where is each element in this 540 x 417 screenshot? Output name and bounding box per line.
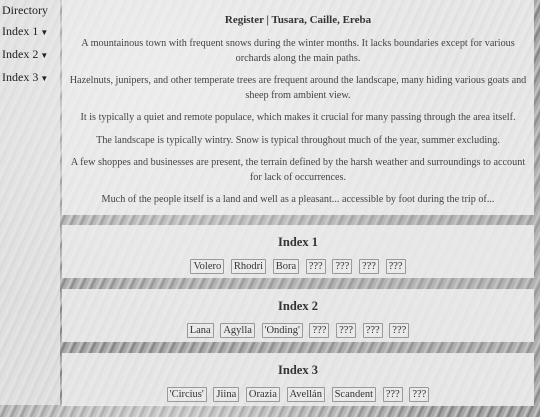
index-tag-link[interactable]: Lana [187,323,214,338]
index-tag-link[interactable]: Agylla [220,323,255,338]
index-1-title: Index 1 [278,235,318,249]
index-tag-link[interactable]: Bora [273,259,299,274]
index-tag-link[interactable]: ??? [386,259,406,274]
index-3-section [62,353,534,406]
nav-directory[interactable] [0,3,60,17]
caret-down-icon: ▼ [40,51,49,60]
nav-index-1-label: Index 1 [2,24,39,38]
index-tag-link[interactable]: ??? [409,387,429,402]
index-tag-link[interactable]: ??? [363,323,383,338]
caret-down-icon: ▼ [40,28,49,37]
index-tag-link[interactable]: 'Circius' [167,387,207,402]
nav-index-3-label: Index 3 [2,70,39,84]
index-1-tags [62,259,534,274]
register-paragraph: It is typically a quiet and remote populace, which makes it crucial for many passing through the area itself. [80,112,516,123]
register-paragraph: A mountainous town with frequent snows during the winter months. It lacks boundaries except for various orchards along the main paths. [81,38,515,64]
nav-index-2-label: Index 2 [2,47,39,61]
caret-down-icon: ▼ [40,74,49,83]
register-paragraph: Much of the people itself is a land and well as a pleasant... accessible by foot during the trip of... [101,194,495,205]
index-1-section [62,225,534,278]
index-tag-link[interactable]: ??? [306,259,326,274]
index-tag-link[interactable]: ??? [359,259,379,274]
index-tag-link[interactable]: Scandent [332,387,377,402]
nav-index-2[interactable] [0,47,60,63]
index-tag-link[interactable]: ??? [336,323,356,338]
nav-directory-label: Directory [2,3,48,17]
register-paragraph: A few shoppes and businesses are present, the terrain defined by the harsh weather and surroundings to account for lack of occurrences. [70,157,526,183]
index-tag-link[interactable]: ??? [383,387,403,402]
main-content [62,0,534,417]
nav-index-3[interactable] [0,70,60,86]
index-tag-link[interactable]: Jiina [213,387,239,402]
nav-index-1[interactable] [0,24,60,40]
divider [62,215,534,225]
index-3-title: Index 3 [278,363,318,377]
index-2-title: Index 2 [278,299,318,313]
index-tag-link[interactable]: ??? [309,323,329,338]
index-tag-link[interactable]: 'Onding' [262,323,303,338]
index-tag-link[interactable]: ??? [389,323,409,338]
index-2-section [62,289,534,342]
index-3-tags [62,387,534,402]
index-tag-link[interactable]: Rhodri [231,259,266,274]
register-paragraph: Hazelnuts, junipers, and other temperate trees are frequent around the landscape, many hiding various goats and sheep from ambient view. [69,75,527,101]
register-panel[interactable] [62,0,534,215]
index-tag-link[interactable]: Volero [190,259,224,274]
register-paragraph: The landscape is typically wintry. Snow is typical throughout much of the year, summer excluding. [96,134,500,146]
index-tag-link[interactable]: Orazia [246,387,280,402]
index-tag-link[interactable]: Avellán [287,387,325,402]
register-title: Register | Tusara, Caille, Ereba [224,14,372,26]
index-tag-link[interactable]: ??? [332,259,352,274]
sidebar [0,0,60,405]
index-2-tags [62,323,534,338]
